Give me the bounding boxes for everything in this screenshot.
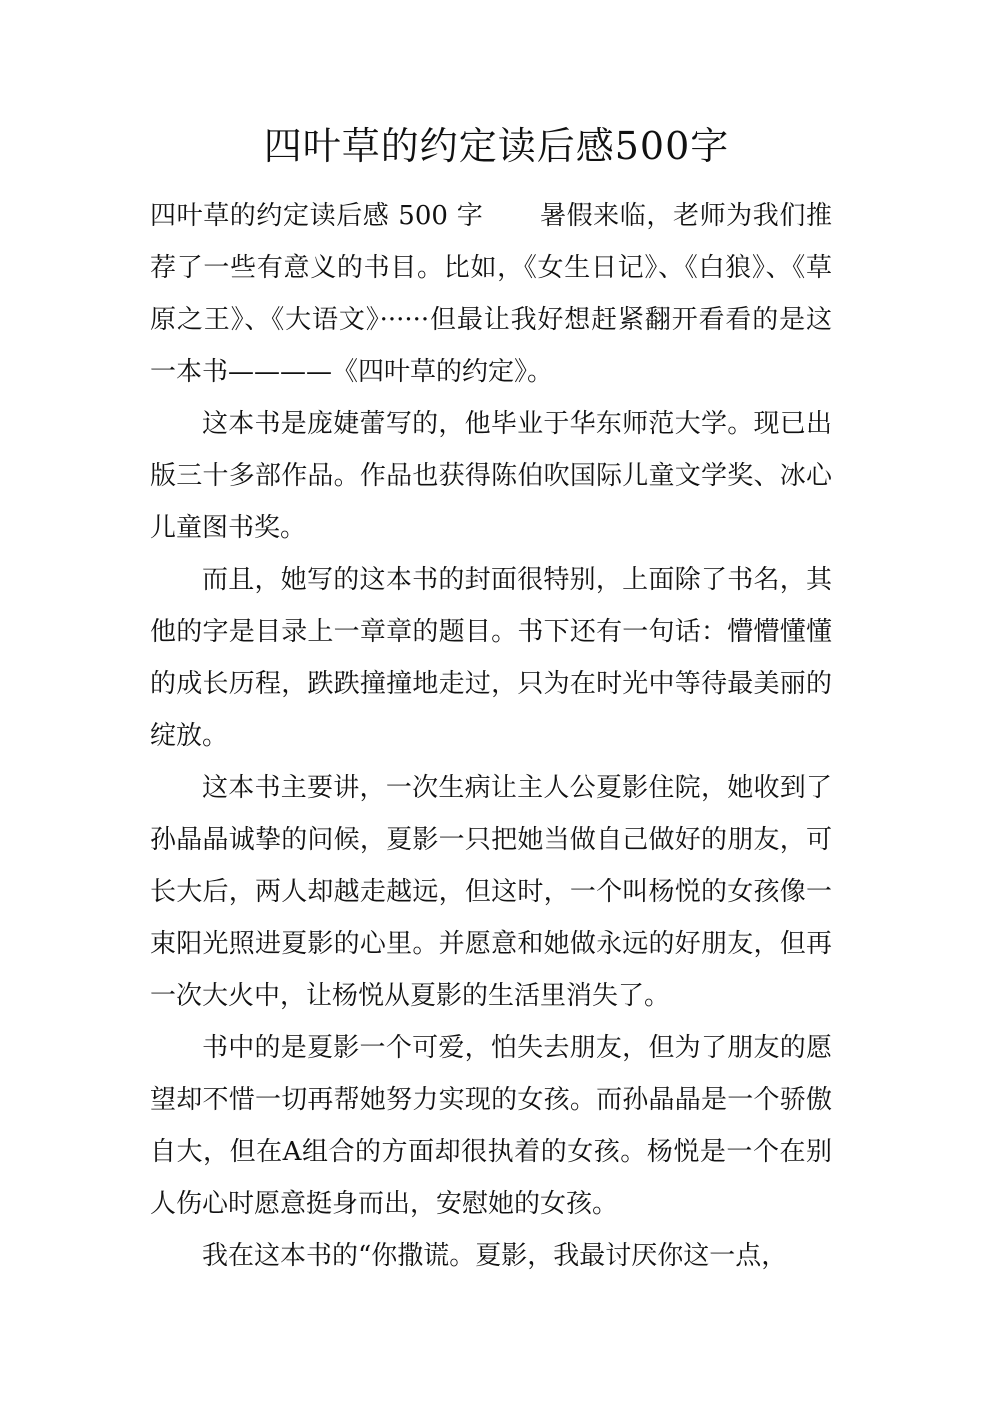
intro-paragraph xyxy=(150,190,832,398)
article-body xyxy=(150,190,832,1282)
paragraph: 我在这本书的“你撒谎。夏影，我最讨厌你这一点， xyxy=(202,1241,788,1271)
page-title: 四叶草的约定读后感500字 xyxy=(263,124,730,168)
intro-text: 暑假来临，老师为我们推荐了一些有意义的书目。比如，《女生日记》、《白狼》、《草原之王》、《大语文》······但最让我好想赶紧翻开看看的是这一本书————《四叶草的约定》。 xyxy=(150,201,832,387)
intro-heading: 四叶草的约定读后感 500 字 xyxy=(150,201,484,231)
paragraph: 这本书是庞婕蕾写的，他毕业于华东师范大学。现已出版三十多部作品。作品也获得陈伯吹国际儿童文学奖、冰心儿童图书奖。 xyxy=(150,409,832,543)
paragraph: 书中的是夏影一个可爱，怕失去朋友，但为了朋友的愿望却不惜一切再帮她努力实现的女孩。而孙晶晶是一个骄傲自大，但在A组合的方面却很执着的女孩。杨悦是一个在别人伤心时愿意挺身而出，安慰她的女孩。 xyxy=(150,1033,832,1219)
paragraph: 而且，她写的这本书的封面很特别，上面除了书名，其他的字是目录上一章章的题目。书下还有一句话：懵懵懂懂的成长历程，跌跌撞撞地走过，只为在时光中等待最美丽的绽放。 xyxy=(150,565,832,751)
paragraph: 这本书主要讲，一次生病让主人公夏影住院，她收到了孙晶晶诚挚的问候，夏影一只把她当做自己做好的朋友，可长大后，两人却越走越远，但这时，一个叫杨悦的女孩像一束阳光照进夏影的心里。并愿意和她做永远的好朋友，但再一次大火中，让杨悦从夏影的生活里消失了。 xyxy=(150,773,832,1011)
